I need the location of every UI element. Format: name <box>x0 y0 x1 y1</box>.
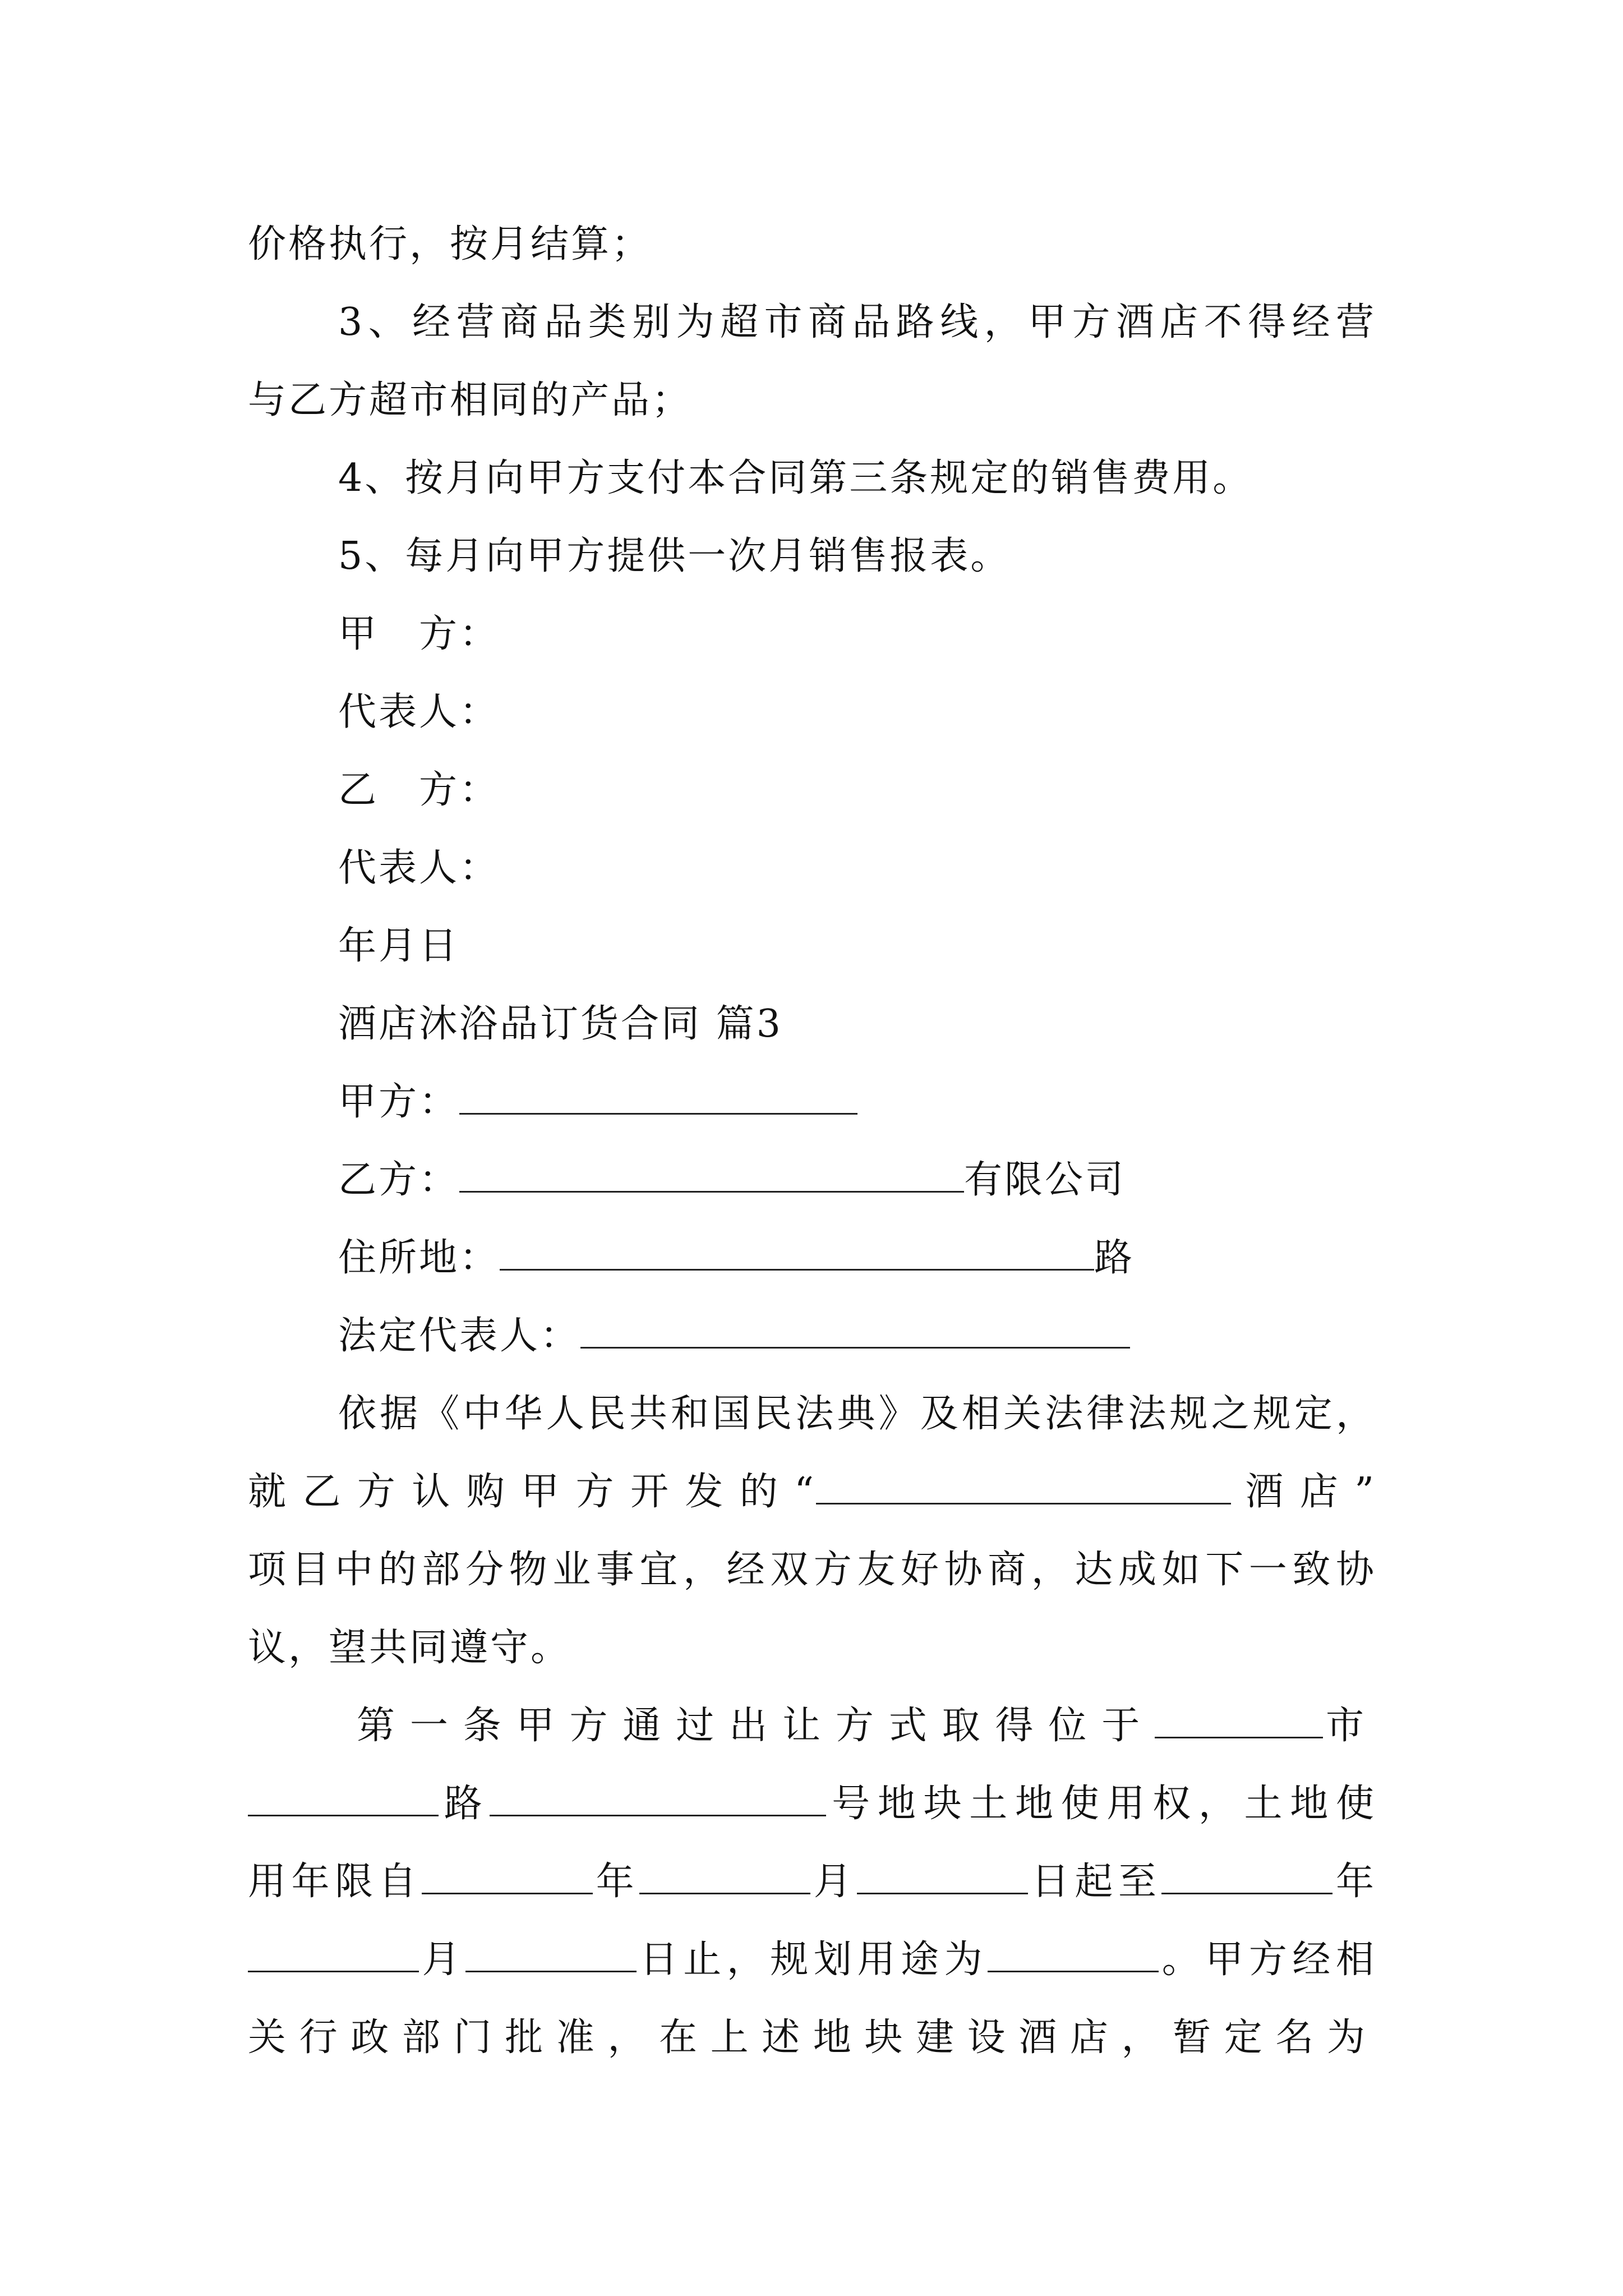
text-line <box>248 1464 1376 1520</box>
legal-representative-line <box>338 1308 1130 1364</box>
signature-party-b-label: 乙 方： <box>338 768 500 812</box>
fill-blank <box>459 1078 857 1115</box>
party-b-line <box>338 1152 1126 1208</box>
text-line: 关行政部门批准，在上述地块建设酒店，暂定名为 <box>248 2016 1376 2060</box>
text-span: 日止，规划用途为 <box>637 1938 988 1982</box>
fill-blank <box>465 1936 637 1972</box>
text-line: 议，望共同遵守。 <box>248 1626 571 1670</box>
party-b-label: 乙方： <box>338 1158 460 1202</box>
text-span: 路 <box>439 1782 490 1826</box>
text-line: 与乙方超市相同的产品； <box>248 378 693 422</box>
text-span: 年 <box>593 1860 640 1904</box>
fill-blank <box>988 1936 1159 1972</box>
text-span: 市 <box>1323 1704 1376 1748</box>
fill-blank <box>580 1312 1130 1349</box>
text-line <box>248 1932 1376 1988</box>
fill-blank <box>1155 1702 1323 1738</box>
text-span: 酒店” <box>1230 1470 1377 1514</box>
text-line <box>357 1698 1376 1754</box>
section-heading: 酒店沐浴品订货合同 篇3 <box>338 1002 783 1046</box>
fill-blank <box>422 1858 593 1894</box>
company-suffix: 有限公司 <box>964 1158 1126 1202</box>
text-line: 价格执行，按月结算； <box>248 222 652 266</box>
text-span: 用年限自 <box>248 1860 422 1904</box>
text-span: 日起至 <box>1028 1860 1162 1904</box>
fill-blank <box>248 1936 419 1972</box>
text-span: 年 <box>1332 1860 1376 1904</box>
address-line <box>338 1230 1135 1286</box>
date-line: 年月日 <box>338 924 460 968</box>
address-label: 住所地： <box>338 1236 500 1280</box>
text-line: 4、按月向甲方支付本合同第三条规定的销售费用。 <box>338 456 1253 500</box>
text-span: 就乙方认购甲方开发的“ <box>248 1470 816 1514</box>
text-span: 月 <box>419 1938 466 1982</box>
signature-representative-label: 代表人： <box>338 690 500 734</box>
text-line <box>248 1854 1376 1910</box>
signature-representative-label: 代表人： <box>338 846 500 890</box>
text-span: 号地块土地使用权，土地使 <box>826 1782 1376 1826</box>
text-line: 依据《中华人民共和国民法典》及相关法律法规之规定， <box>338 1392 1376 1436</box>
party-a-line <box>338 1074 857 1130</box>
fill-blank <box>500 1234 1094 1271</box>
fill-blank <box>490 1780 826 1816</box>
fill-blank <box>857 1858 1028 1894</box>
text-line: 5、每月向甲方提供一次月销售报表。 <box>338 534 1011 578</box>
text-span: 月 <box>810 1860 857 1904</box>
text-line: 3、经营商品类别为超市商品路线，甲方酒店不得经营 <box>338 300 1376 344</box>
fill-blank <box>639 1858 810 1894</box>
fill-blank <box>1161 1858 1332 1894</box>
fill-blank <box>459 1156 964 1193</box>
road-suffix: 路 <box>1094 1236 1135 1280</box>
legal-representative-label: 法定代表人： <box>338 1314 581 1358</box>
fill-blank <box>248 1780 439 1816</box>
text-span: 第一条甲方通过出让方式取得位于 <box>357 1704 1155 1748</box>
fill-blank <box>816 1468 1231 1504</box>
text-line <box>248 1776 1376 1832</box>
party-a-label: 甲方： <box>338 1080 460 1124</box>
text-line: 项目中的部分物业事宜，经双方友好协商，达成如下一致协 <box>248 1548 1376 1592</box>
signature-party-a-label: 甲 方： <box>338 612 500 656</box>
text-span: 。甲方经相 <box>1159 1938 1376 1982</box>
